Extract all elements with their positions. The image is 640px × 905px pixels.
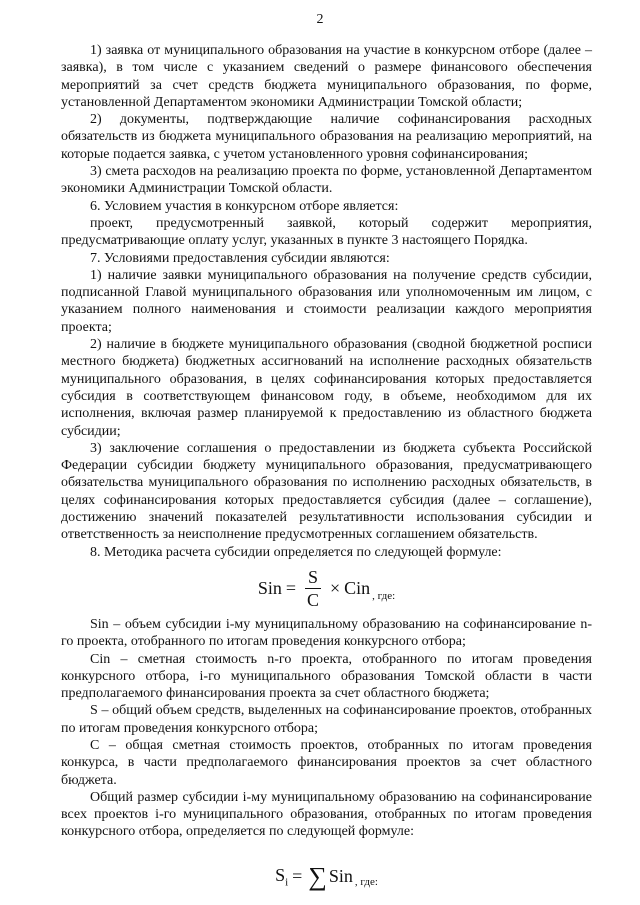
document-body <box>61 42 592 899</box>
paragraph: Cin – сметная стоимость n-го проекта, отобранного по итогам проведения конкурсного отбора, i-го муниципального образования Томской области в части предполагаемого финансирования проекта за счет областного бюджета; <box>61 651 592 702</box>
paragraph: 8. Методика расчета субсидии определяется по следующей формуле: <box>90 544 502 560</box>
total-subsidy-formula <box>61 857 592 897</box>
formula-fraction <box>304 567 322 610</box>
formula-rhs: Cin <box>344 578 371 599</box>
formula-suffix: , где: <box>372 589 396 602</box>
formula-lhs: $S_i$ <box>275 864 289 889</box>
paragraph: проект, предусмотренный заявкой, который содержит мероприятия, предусматривающие оплату услуг, указанных в пункте 3 настоящего Порядка. <box>61 215 592 249</box>
page-number: 2 <box>316 12 324 27</box>
sum-symbol: ∑ <box>308 861 327 891</box>
formula-equals: = <box>285 578 296 599</box>
paragraph: 2) документы, подтверждающие наличие софинансирования расходных обязательств из бюджета муниципального образования на реализацию мероприятий, на которые подается заявка, с учетом установленного уровня софинансирования; <box>61 112 592 162</box>
paragraph: 6. Условием участия в конкурсном отборе является: <box>90 198 399 214</box>
formula-lhs: Sin <box>257 578 282 599</box>
paragraph: S – общий объем средств, выделенных на софинансирование проектов, отобранных по итогам проведения конкурсного отбора; <box>61 703 592 736</box>
formula-denominator: C <box>306 590 319 611</box>
paragraph: 3) заключение соглашения о предоставлении из бюджета субъекта Российской Федерации субсидии бюджету муниципального образования, предусматривающего обязательства муниципального образования по исполнению расходных обязательств, в целях софинансирования которых предоставляется субсидия (далее – соглашение), достижению значений показателей результативности использования субсидии и ответственность за неисполнение предусмотренных соглашением обязательств. <box>61 440 592 543</box>
paragraph: 3) смета расходов на реализацию проекта по форме, установленной Департаментом экономики Администрации Томской области. <box>61 164 592 197</box>
subsidy-formula <box>61 564 592 614</box>
formula-suffix: , где: <box>354 875 378 888</box>
formula-times: × <box>330 578 341 599</box>
paragraph: 1) заявка от муниципального образования на участие в конкурсном отборе (далее – заявка), в том числе с указанием сведений о размере финансового обеспечения мероприятий за счет средств бюджета муниципального образования, по форме, установленной Департаментом экономики Администрации Томской области; <box>61 43 592 110</box>
paragraph: 7. Условиями предоставления субсидии являются: <box>90 250 390 266</box>
paragraph: C – общая сметная стоимость проектов, отобранных по итогам проведения конкурса, в части предполагаемого финансирования проектов за счет областного бюджета. <box>61 737 592 788</box>
formula-numerator: S <box>305 567 321 589</box>
paragraph: Общий размер субсидии i-му муниципальному образованию на софинансирование всех проектов i-го муниципального образования, отобранных по итогам проведения конкурсного отбора, определяется по следующей формуле: <box>61 789 592 840</box>
formula-rhs: Sin <box>328 866 353 887</box>
formula-equals: = <box>292 866 303 887</box>
paragraph: 1) наличие заявки муниципального образования на получение средств субсидии, подписанной Главой муниципального образования или уполномоченным им лицом, с указанием полного наименования и стоимости реализации каждого мероприятия проекта; <box>61 267 592 335</box>
paragraph: 2) наличие в бюджете муниципального образования (сводной бюджетной росписи местного бюджета) бюджетных ассигнований на исполнение расходных обязательств муниципального образования, в целях софинансирования которых предоставляется субсидия в соответствующем финансовом году, в объеме, необходимом для их исполнения, включая размер планируемой к предоставлению из областного бюджета субсидии; <box>61 337 592 439</box>
paragraph: Sin – объем субсидии i-му муниципальному образованию на софинансирование n-го проекта, отобранного по итогам проведения конкурсного отбора; <box>61 616 592 650</box>
formula-lhs-subscript: i <box>285 876 289 889</box>
